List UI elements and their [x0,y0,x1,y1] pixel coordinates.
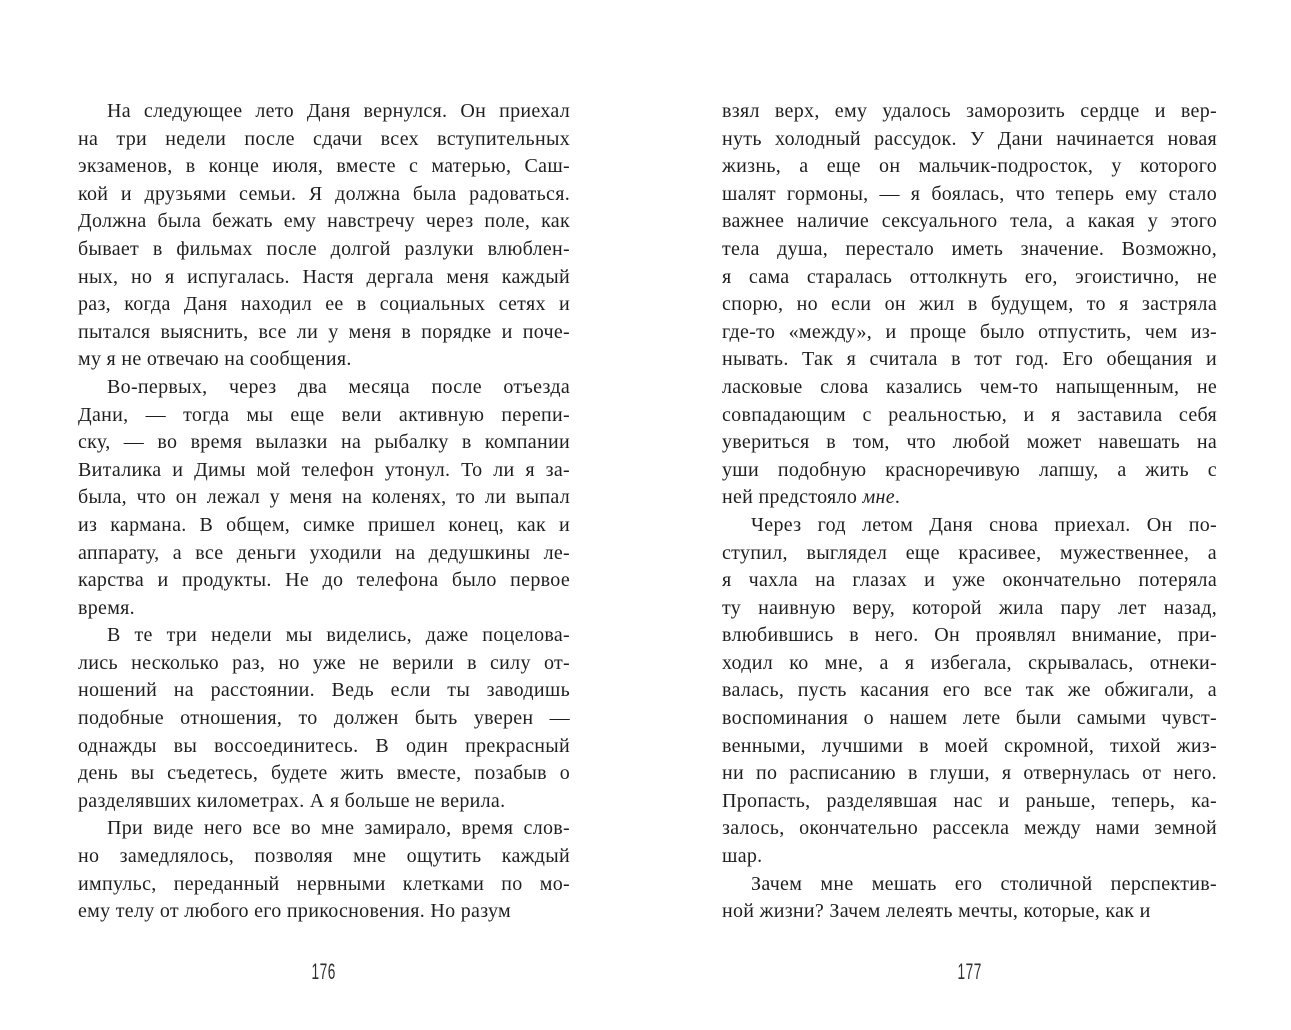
text-line: карства и продукты. Не до телефона было первое [78,569,570,592]
text-line: разделявших километрах. А я больше не верила. [78,789,506,812]
emphasized-text: мне [862,486,895,509]
text-line: ступил, выглядел еще красивее, мужественнее, а [722,541,1217,564]
paragraph [78,622,570,815]
text-line: му я не отвечаю на сообщения. [78,348,352,371]
text-line: Виталика и Димы мой телефон утонул. То ли я за- [78,458,570,481]
text-line: но замедлялось, позволяя мне ощутить каждый [78,845,570,868]
text-line: воспоминания о нашем лете были самыми чувст- [722,707,1217,730]
text-line: нывать. Так я считала в тот год. Его обещания и [722,348,1217,371]
paragraph [722,98,1217,512]
text-line: где-то «между», и проще было отпустить, чем из- [722,320,1217,343]
text-line: ной жизни? Зачем лелеять мечты, которые, как и [722,900,1151,923]
text-line: шалят гормоны, — я боялась, что теперь ему стало [722,182,1217,205]
page-number-left-value: 176 [311,959,337,984]
text-line: валась, пусть касания его все так же обжигали, а [722,679,1217,702]
text-line: влюбившись в него. Он проявлял внимание, при- [722,624,1217,647]
text-line: Пропасть, разделявшая нас и раньше, теперь, ка- [722,789,1217,812]
text-line: ни по расписанию в глуши, я отвернулась от него. [722,762,1217,785]
text-line: ных, но я испугалась. Настя дергала меня каждый [78,265,570,288]
text-line: совпадающим с реальностью, и я заставила себя [722,403,1217,426]
text-line: Должна была бежать ему навстречу через поле, как [78,210,570,233]
text-line: жизнь, а еще он мальчик-подросток, у которого [722,155,1217,178]
text-line: пытался выяснить, все ли у меня в порядке и поче- [78,320,570,343]
page-number-right [722,959,1217,985]
text-line: я сама старалась оттолкнуть его, эгоистично, не [722,265,1217,288]
text-line: я чахла на глазах и уже окончательно потеряла [722,569,1217,592]
text-line: важнее наличие сексуального тела, а какая у этого [722,210,1217,233]
text-line: ласковые слова казались чем-то напыщенным, не [722,375,1217,398]
text-line: шар. [722,845,763,868]
text-line: аппарату, а все деньги уходили на дедушкины ле- [78,541,570,564]
text-line: была, что он лежал у меня на коленях, то ли выпал [78,486,570,509]
text-line: день вы съедетесь, будете жить вместе, позабыв о [78,762,570,785]
text-line: ту наивную веру, которой жила пару лет назад, [722,596,1217,619]
text-line: экзаменов, в конце июля, вместе с матерью, Саш- [78,155,570,178]
paragraph [78,98,570,374]
text-line: уши подобную красноречивую лапшу, а жить с [722,458,1217,481]
text-line: из кармана. В общем, симке пришел конец, как и [78,513,570,536]
text-line: Зачем мне мешать его столичной перспектив- [751,872,1217,895]
text-line: Через год летом Даня снова приехал. Он по- [751,513,1217,536]
paragraph [78,815,570,925]
page-number-left [78,959,570,985]
left-page-text-block [78,98,570,926]
text-line: раз, когда Даня находил ее в социальных сетях и [78,293,570,316]
text-line: ней предстояло мне. [722,486,901,509]
right-page-text-block [722,98,1217,926]
paragraph [722,871,1217,926]
text-line: лись несколько раз, но уже не верили в силу от- [78,651,570,674]
text-line: Во-первых, через два месяца после отъезда [107,375,570,398]
text-line: кой и друзьями семьи. Я должна была радоваться. [78,182,570,205]
text-line: спорю, но если он жил в будущем, то я застряла [722,293,1217,316]
text-line: ношений на расстоянии. Ведь если ты заводишь [78,679,570,702]
text-line: ему телу от любого его прикосновения. Но разум [78,900,511,923]
text-line: залось, окончательно рассекла между нами земной [722,817,1217,840]
text-line: подобные отношения, то должен быть уверен — [78,707,570,730]
text-line: время. [78,596,135,619]
text-line: импульс, переданный нервными клетками по мо- [78,872,570,895]
text-line: тела душа, перестало иметь значение. Возможно, [722,237,1217,260]
text-line: При виде него все во мне замирало, время слов- [107,817,570,840]
text-line: На следующее лето Даня вернулся. Он приехал [107,100,570,122]
text-line: Дани, — тогда мы еще вели активную перепи- [78,403,570,426]
text-line: бывает в фильмах после долгой разлуки влюблен- [78,237,570,260]
page-number-right-value: 177 [957,959,982,984]
paragraph [722,512,1217,871]
text-line: ску, — во время вылазки на рыбалку в компании [78,431,570,454]
text-line: взял верх, ему удалось заморозить сердце и вер- [722,100,1217,122]
text-line: на три недели после сдачи всех вступительных [78,127,570,150]
text-line: венными, лучшими в моей скромной, тихой жиз- [722,734,1217,757]
text-line: В те три недели мы виделись, даже поцелова- [107,624,570,647]
text-line: однажды вы воссоединитесь. В один прекрасный [78,734,570,757]
text-line: нуть холодный рассудок. У Дани начинается новая [722,127,1217,150]
paragraph [78,374,570,622]
text-line: увериться в том, что любой может навешать на [722,431,1217,454]
text-line: ходил ко мне, а я избегала, скрывалась, отнеки- [722,651,1217,674]
